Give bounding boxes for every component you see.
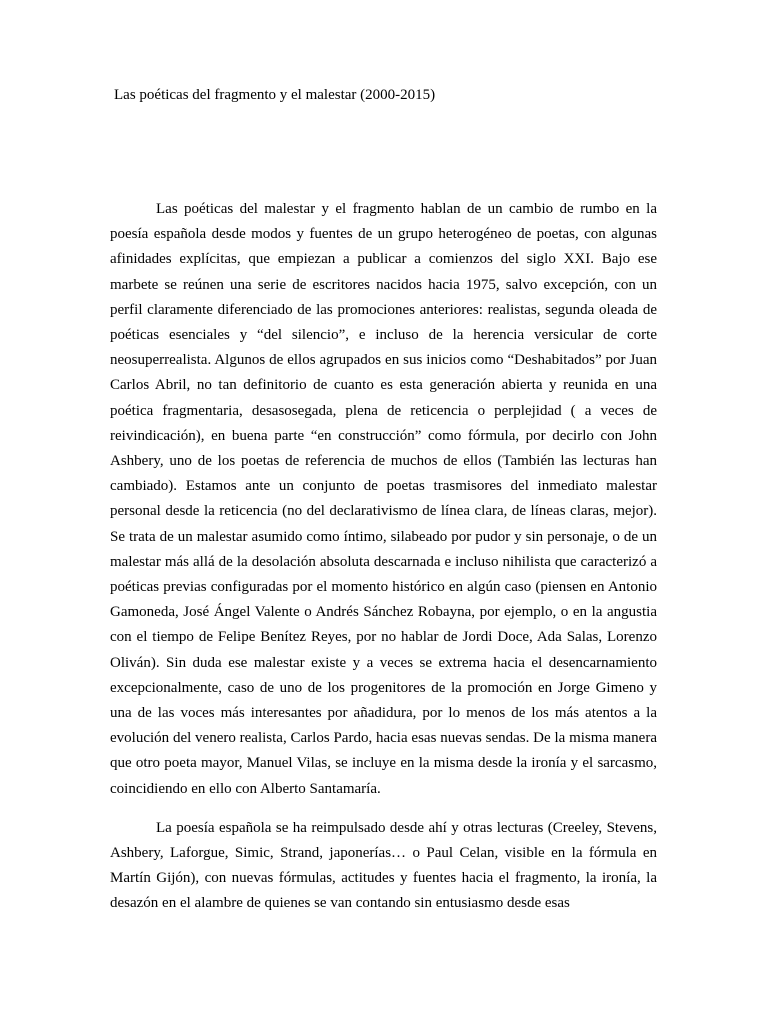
paragraph-1: Las poéticas del malestar y el fragmento hablan de un cambio de rumbo en la poesía española desde modos y fuentes de un grupo heterogéneo de poetas, con algunas afinidades explícitas, que empiezan a publicar a comienzos del siglo XXI. Bajo ese marbete se reúnen una serie de escritores nacidos hacia 1975, salvo excepción, con un perfil claramente diferenciado de las promociones anteriores: realistas, segunda oleada de poéticas esenciales y “del silencio”, e incluso de la herencia versicular de corte neosuperrealista. Algunos de ellos agrupados en sus inicios como “Deshabitados” por Juan Carlos Abril, no tan definitorio de cuanto es esta generación abierta y reunida en una poética fragmentaria, desasosegada, plena de reticencia o perplejidad ( a veces de reivindicación), en buena parte “en construcción” como fórmula, por decirlo con John Ashbery, uno de los poetas de referencia de muchos de ellos (También las lecturas han cambiado). Estamos ante un conjunto de poetas trasmisores del inmediato malestar personal desde la reticencia (no del declarativismo de línea clara, de líneas claras, mejor). Se trata de un malestar asumido como íntimo, silabeado por pudor y sin personaje, o de un malestar más allá de la desolación absoluta descarnada e incluso nihilista que caracterizó a poéticas previas configuradas por el momento histórico en algún caso (piensen en Antonio Gamoneda, José Ángel Valente o Andrés Sánchez Robayna, por ejemplo, o en la angustia con el tiempo de Felipe Benítez Reyes, por no hablar de Jordi Doce, Ada Salas, Lorenzo Oliván). Sin duda ese malestar existe y a veces se extrema hacia el desencarnamiento excepcionalmente, caso de uno de los progenitores de la promoción en Jorge Gimeno y una de las voces más interesantes por añadidura, por lo menos de los más atentos a la evolución del venero realista, Carlos Pardo, hacia esas nuevas sendas. De la misma manera que otro poeta mayor, Manuel Vilas, se incluye en la misma desde la ironía y el sarcasmo, coincidiendo en ello con Alberto Santamaría. — [110, 201, 657, 797]
paragraph-2: La poesía española se ha reimpulsado desde ahí y otras lecturas (Creeley, Stevens, Ashbery, Laforgue, Simic, Strand, japonerías… o Paul Celan, visible en la fórmula en Martín Gijón), con nuevas fórmulas, actitudes y fuentes hacia el fragmento, la ironía, la desazón en el alambre de quienes se van contando sin entusiasmo desde esas — [110, 819, 657, 912]
document-title: Las poéticas del fragmento y el malestar (2000-2015) — [114, 87, 436, 103]
document-body — [110, 197, 657, 917]
